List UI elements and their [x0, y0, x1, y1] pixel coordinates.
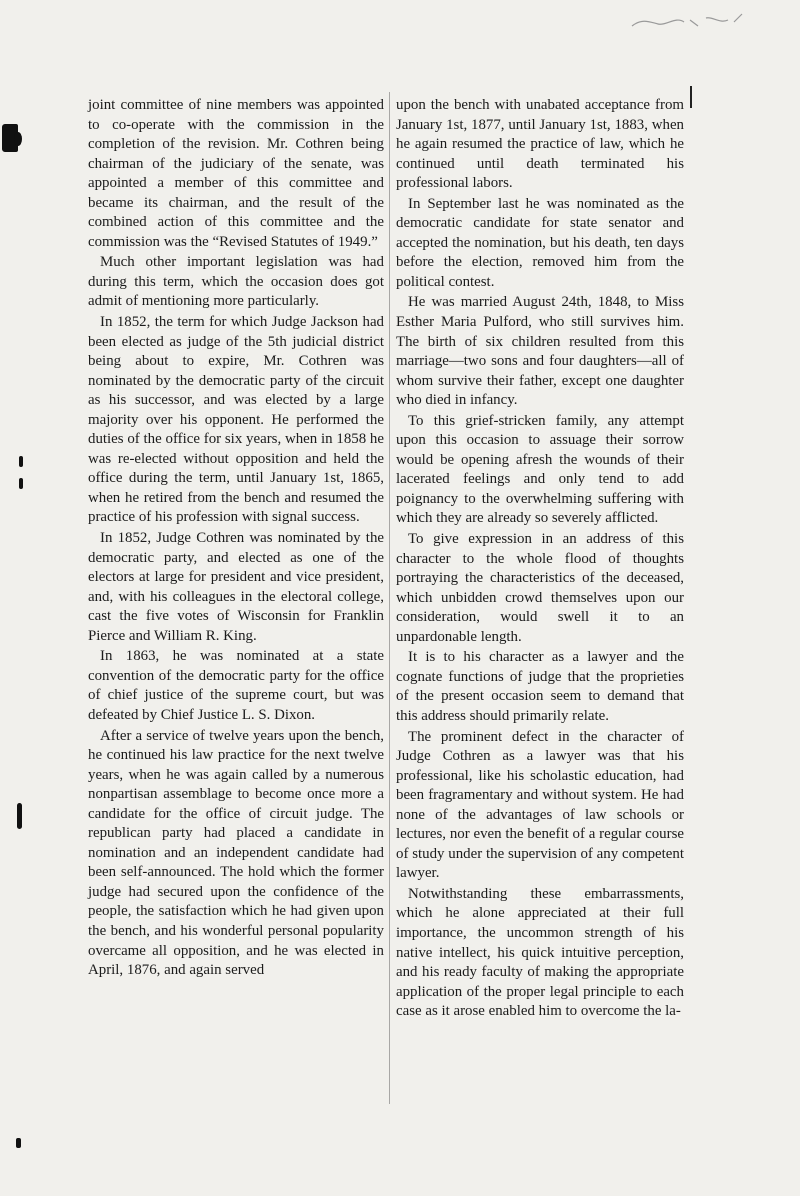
paragraph: To give expression in an address of this character to the whole flood of thoughts portraying the characteristics of the deceased, which unbidden crowd themselves upon our consideration, would swell it to an unpardonable length.	[396, 531, 684, 645]
margin-scribble-mark	[628, 8, 748, 38]
paragraph: In 1852, the term for which Judge Jackson had been elected as judge of the 5th judicial district being about to expire, Mr. Cothren was nominated by the democratic party of the circuit as his successor, and was elected by a large majority over his opponent. He performed the duties of the office for six years, when in 1858 he was re-elected without opposition and held the office during the term, until January 1st, 1865, when he retired from the bench and resumed the practice of his profession with signal success.	[88, 314, 384, 526]
paragraph: The prominent defect in the character of Judge Cothren as a lawyer was that his professional, like his scholastic education, had been fragramentary and without system. He had none of the advantages of law schools or lectures, nor even the benefit of a regular course of study under the supervision of any competent lawyer.	[396, 728, 684, 882]
margin-binding-mark	[19, 478, 23, 489]
margin-binding-mark	[16, 1138, 21, 1148]
paragraph: joint committee of nine members was appointed to co-operate with the commission in the completion of the revision. Mr. Cothren being chairman of the judiciary of the senate, was appointed a member of this committee and became its chairman, and the result of the combined action of this committee and the commission was the “Revised Statutes of 1949.”	[88, 97, 384, 250]
paragraph: After a service of twelve years upon the bench, he continued his law practice for the next twelve years, when he was again called by a numerous nonpartisan assemblage to become once more a candidate for the office of circuit judge. The republican party had placed a candidate in nomination and an independent candidate had been self-announced. The hold which the former judge had secured upon the confidence of the people, the satisfaction which he had given upon the bench, and his wonderful personal popularity overcame all opposition, and he was elected in April, 1876, and again served	[88, 727, 384, 979]
paragraph: Notwithstanding these embarrassments, which he alone appreciated at their full importance, the uncommon strength of his native intellect, his quick intuitive perception, and his ready faculty of making the appropriate application of the proper legal principle to each case as it arose enabled him to overcome the la-	[396, 885, 684, 1020]
paragraph: He was married August 24th, 1848, to Miss Esther Maria Pulford, who still survives him. The birth of six children resulted from this marriage—two sons and four daughters—all of whom survive their father, except one daughter who died in infancy.	[396, 294, 684, 409]
margin-binding-mark	[17, 803, 22, 829]
column-rule	[389, 92, 390, 1104]
paragraph: In 1852, Judge Cothren was nominated by the democratic party, and elected as one of the electors at large for president and vice president, and, with his colleagues in the electoral college, cast the five votes of Wisconsin for Franklin Pierce and William R. King.	[88, 530, 384, 644]
paragraph: In 1863, he was nominated at a state convention of the democratic party for the office of chief justice of the supreme court, but was defeated by Chief Justice L. S. Dixon.	[88, 648, 384, 723]
paragraph: It is to his character as a lawyer and the cognate functions of judge that the proprieties of the present occasion seem to demand that this address should primarily relate.	[396, 649, 684, 724]
right-text-column	[396, 96, 684, 1022]
paragraph: In September last he was nominated as the democratic candidate for state senator and accepted the nomination, but his death, ten days before the election, removed him from the political contest.	[396, 195, 684, 290]
margin-binding-mark	[19, 456, 23, 467]
paragraph: Much other important legislation was had during this term, which the occasion does got admit of mentioning more particularly.	[88, 254, 384, 310]
column-bracket-mark	[690, 86, 692, 108]
left-text-column	[88, 96, 384, 981]
margin-binding-mark	[14, 132, 22, 146]
paragraph: To this grief-stricken family, any attempt upon this occasion to assuage their sorrow would be opening afresh the wounds of their lacerated feelings and only tend to add poignancy to the overwhelming suffering with which they are already so severely afflicted.	[396, 412, 684, 527]
paragraph: upon the bench with unabated acceptance from January 1st, 1877, until January 1st, 1883, when he again resumed the practice of law, which he continued until death terminated his professional labors.	[396, 97, 684, 192]
